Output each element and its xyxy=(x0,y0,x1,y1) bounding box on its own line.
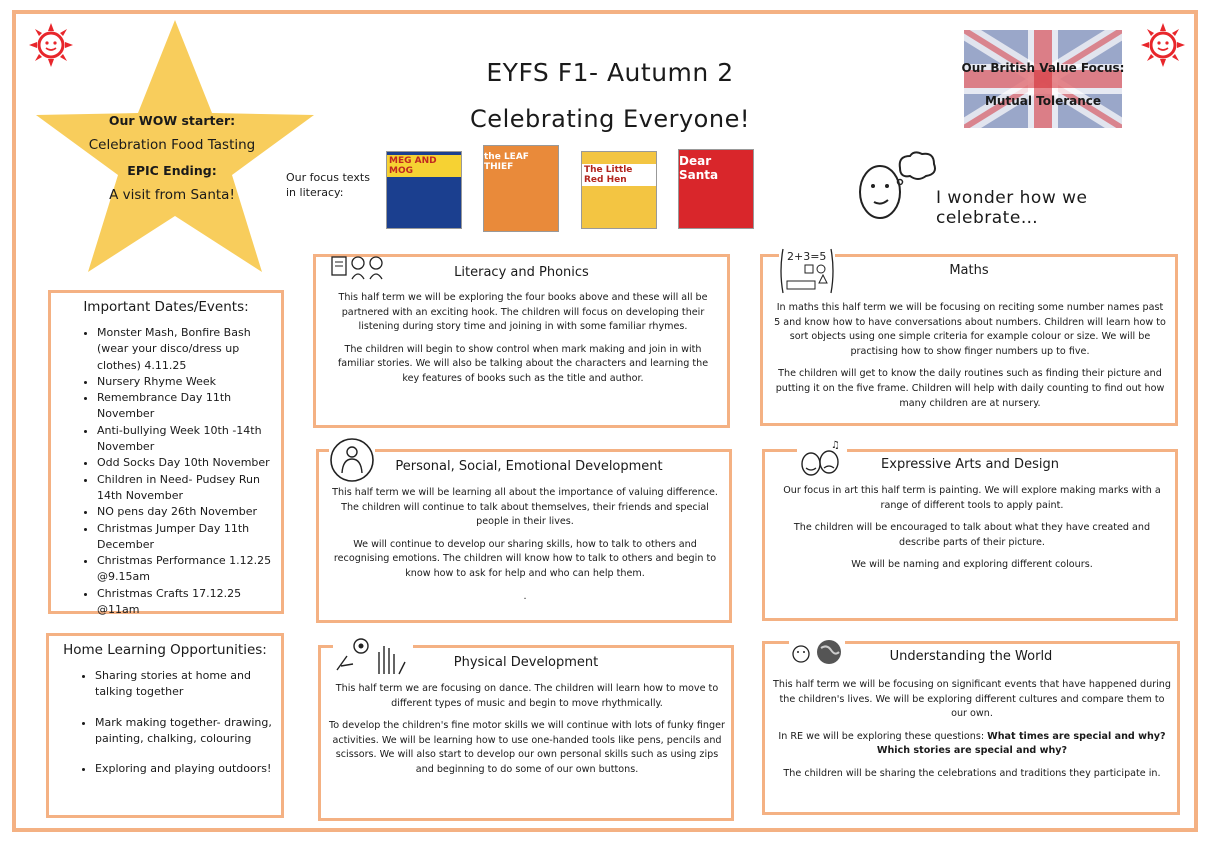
list-item: • Nursery Rhyme Week xyxy=(97,374,273,390)
svg-text:♫: ♫ xyxy=(831,440,840,451)
physical-p2: To develop the children's fine motor skills we will continue with lots of funky finger activities. We will be learning how to use one-handed tools like pens, pencils and scissors. We will also start to develop our own personal skills such as using zips and beginning to do some of our own buttons. xyxy=(329,720,725,775)
list-item: • Mark making together- drawing, painting, chalking, colouring xyxy=(95,715,275,748)
important-dates-title: Important Dates/Events: xyxy=(83,299,249,315)
british-value-value: Mutual Tolerance xyxy=(984,94,1102,108)
wow-label: Our WOW starter: xyxy=(108,113,236,128)
utw-p2 xyxy=(773,730,1171,759)
literacy-title: Literacy and Phonics xyxy=(454,265,589,280)
list-item: • Children in Need- Pudsey Run 14th November xyxy=(97,472,273,505)
home-learning-box xyxy=(46,633,284,818)
list-item: • Christmas Jumper Day 11th December xyxy=(97,521,273,554)
home-learning-list xyxy=(49,668,281,777)
literacy-p2: The children will begin to show control when mark making and join in with familiar stories. We will also be talking about the characters and learning the key features of books such as the title and author. xyxy=(337,343,709,384)
literacy-p1: This half term we will be exploring the four books above and these will all be partnered with an exciting hook. The children will focus on developing their listening during story time and joining in with some familiar rhymes. xyxy=(338,292,708,333)
important-dates-box xyxy=(48,290,284,617)
sun-icon-right xyxy=(1140,22,1186,68)
list-item: • Exploring and playing outdoors! xyxy=(95,761,275,777)
ead-p3: We will be naming and exploring different colours. xyxy=(851,559,1093,571)
psed-title: Personal, Social, Emotional Development xyxy=(395,459,663,474)
utw-body xyxy=(773,678,1171,790)
book-title: the LEAF THIEF xyxy=(484,152,529,172)
ead-p2: The children will be encouraged to talk about what they have created and describe parts of their picture. xyxy=(793,522,1151,548)
list-item: • NO pens day 26th November xyxy=(97,504,273,520)
literacy-body xyxy=(328,291,718,395)
utw-question-2: Which stories are special and why? xyxy=(876,745,1068,757)
list-item: • Christmas Crafts 17.12.25 @11am xyxy=(97,586,273,619)
book-dear-santa xyxy=(678,149,754,229)
ead-title: Expressive Arts and Design xyxy=(881,457,1059,472)
epic-label: EPIC Ending: xyxy=(127,163,217,178)
psed-body xyxy=(327,486,723,612)
psed-box xyxy=(316,449,732,623)
physical-title: Physical Development xyxy=(453,655,599,670)
utw-p2-prefix: In RE we will be exploring these questions: xyxy=(778,730,985,742)
book-leaf-thief xyxy=(483,145,559,232)
page-subtitle: Celebrating Everyone! xyxy=(470,105,750,133)
book-title: MEG AND MOG xyxy=(387,155,461,177)
book-title: Dear Santa xyxy=(679,154,719,182)
ead-body xyxy=(773,484,1171,581)
epic-value: A visit from Santa! xyxy=(109,187,235,203)
physical-box xyxy=(318,645,734,821)
physical-body xyxy=(329,682,725,786)
maths-box xyxy=(760,250,1178,426)
thinking-face-icon xyxy=(856,150,938,222)
psed-p1: This half term we will be learning all about the importance of valuing difference. The children will continue to talk about themselves, their friends and special people in their lives. xyxy=(332,487,718,528)
wow-value: Celebration Food Tasting xyxy=(88,137,256,153)
british-value xyxy=(960,52,1126,118)
physical-p1: This half term we are focusing on dance. The children will learn how to move to different types of music and begin to move rhythmically. xyxy=(335,683,719,709)
psed-p2: We will continue to develop our sharing skills, how to talk to others and recognising emotions. The children will know how to talk to others and begin to know how to ask for help and who can help them. xyxy=(333,538,717,579)
utw-question-1: What times are special and why? xyxy=(987,730,1166,742)
ead-p1: Our focus in art this half term is painting. We will explore making marks with a range of different tools to apply paint. xyxy=(783,485,1161,511)
maths-title: Maths xyxy=(949,263,989,278)
list-item: • Monster Mash, Bonfire Bash (wear your disco/dress up clothes) 4.11.25 xyxy=(97,325,273,374)
list-item: • Anti-bullying Week 10th -14th November xyxy=(97,423,273,456)
maths-p2: The children will get to know the daily routines such as finding their picture and putting it on the five frame. Children will help with daily counting to find out how many children are at nursery. xyxy=(775,368,1165,409)
maths-icon-text: 2+3=5 xyxy=(787,250,827,263)
list-item: • Christmas Performance 1.12.25 @9.15am xyxy=(97,553,273,586)
utw-box xyxy=(762,641,1180,815)
british-value-label: Our British Value Focus: xyxy=(961,61,1125,75)
star-content xyxy=(72,108,272,208)
book-meg-and-mog xyxy=(386,151,462,229)
home-learning-title: Home Learning Opportunities: xyxy=(63,642,267,658)
list-item: • Remembrance Day 11th November xyxy=(97,390,273,423)
utw-p3: The children will be sharing the celebrations and traditions they participate in. xyxy=(783,767,1161,779)
list-item: • Sharing stories at home and talking together xyxy=(95,668,275,701)
important-dates-list xyxy=(51,325,281,618)
book-little-red-hen xyxy=(581,151,657,229)
literacy-box xyxy=(313,254,730,428)
list-item: • Odd Socks Day 10th November xyxy=(97,455,273,471)
book-title: The Little Red Hen xyxy=(582,164,656,186)
ead-box xyxy=(762,440,1178,621)
page-title: EYFS F1- Autumn 2 xyxy=(486,58,734,87)
utw-title: Understanding the World xyxy=(889,649,1053,664)
wonder-text: I wonder how we celebrate… xyxy=(936,188,1088,228)
maths-p1: In maths this half term we will be focusing on reciting some number names past 5 and know how to have conversations about numbers. Children will learn how to sort objects using one simple criteria for example colour or size. We will be practising how to show finger numbers up to five. xyxy=(774,302,1166,357)
maths-body xyxy=(773,301,1167,419)
utw-p1: This half term we will be focusing on significant events that have happened during the children's lives. We will be exploring different cultures and compare them to our own. xyxy=(773,679,1171,720)
psed-p3: . xyxy=(523,590,527,602)
focus-texts-label: Our focus texts in literacy: xyxy=(286,171,370,199)
